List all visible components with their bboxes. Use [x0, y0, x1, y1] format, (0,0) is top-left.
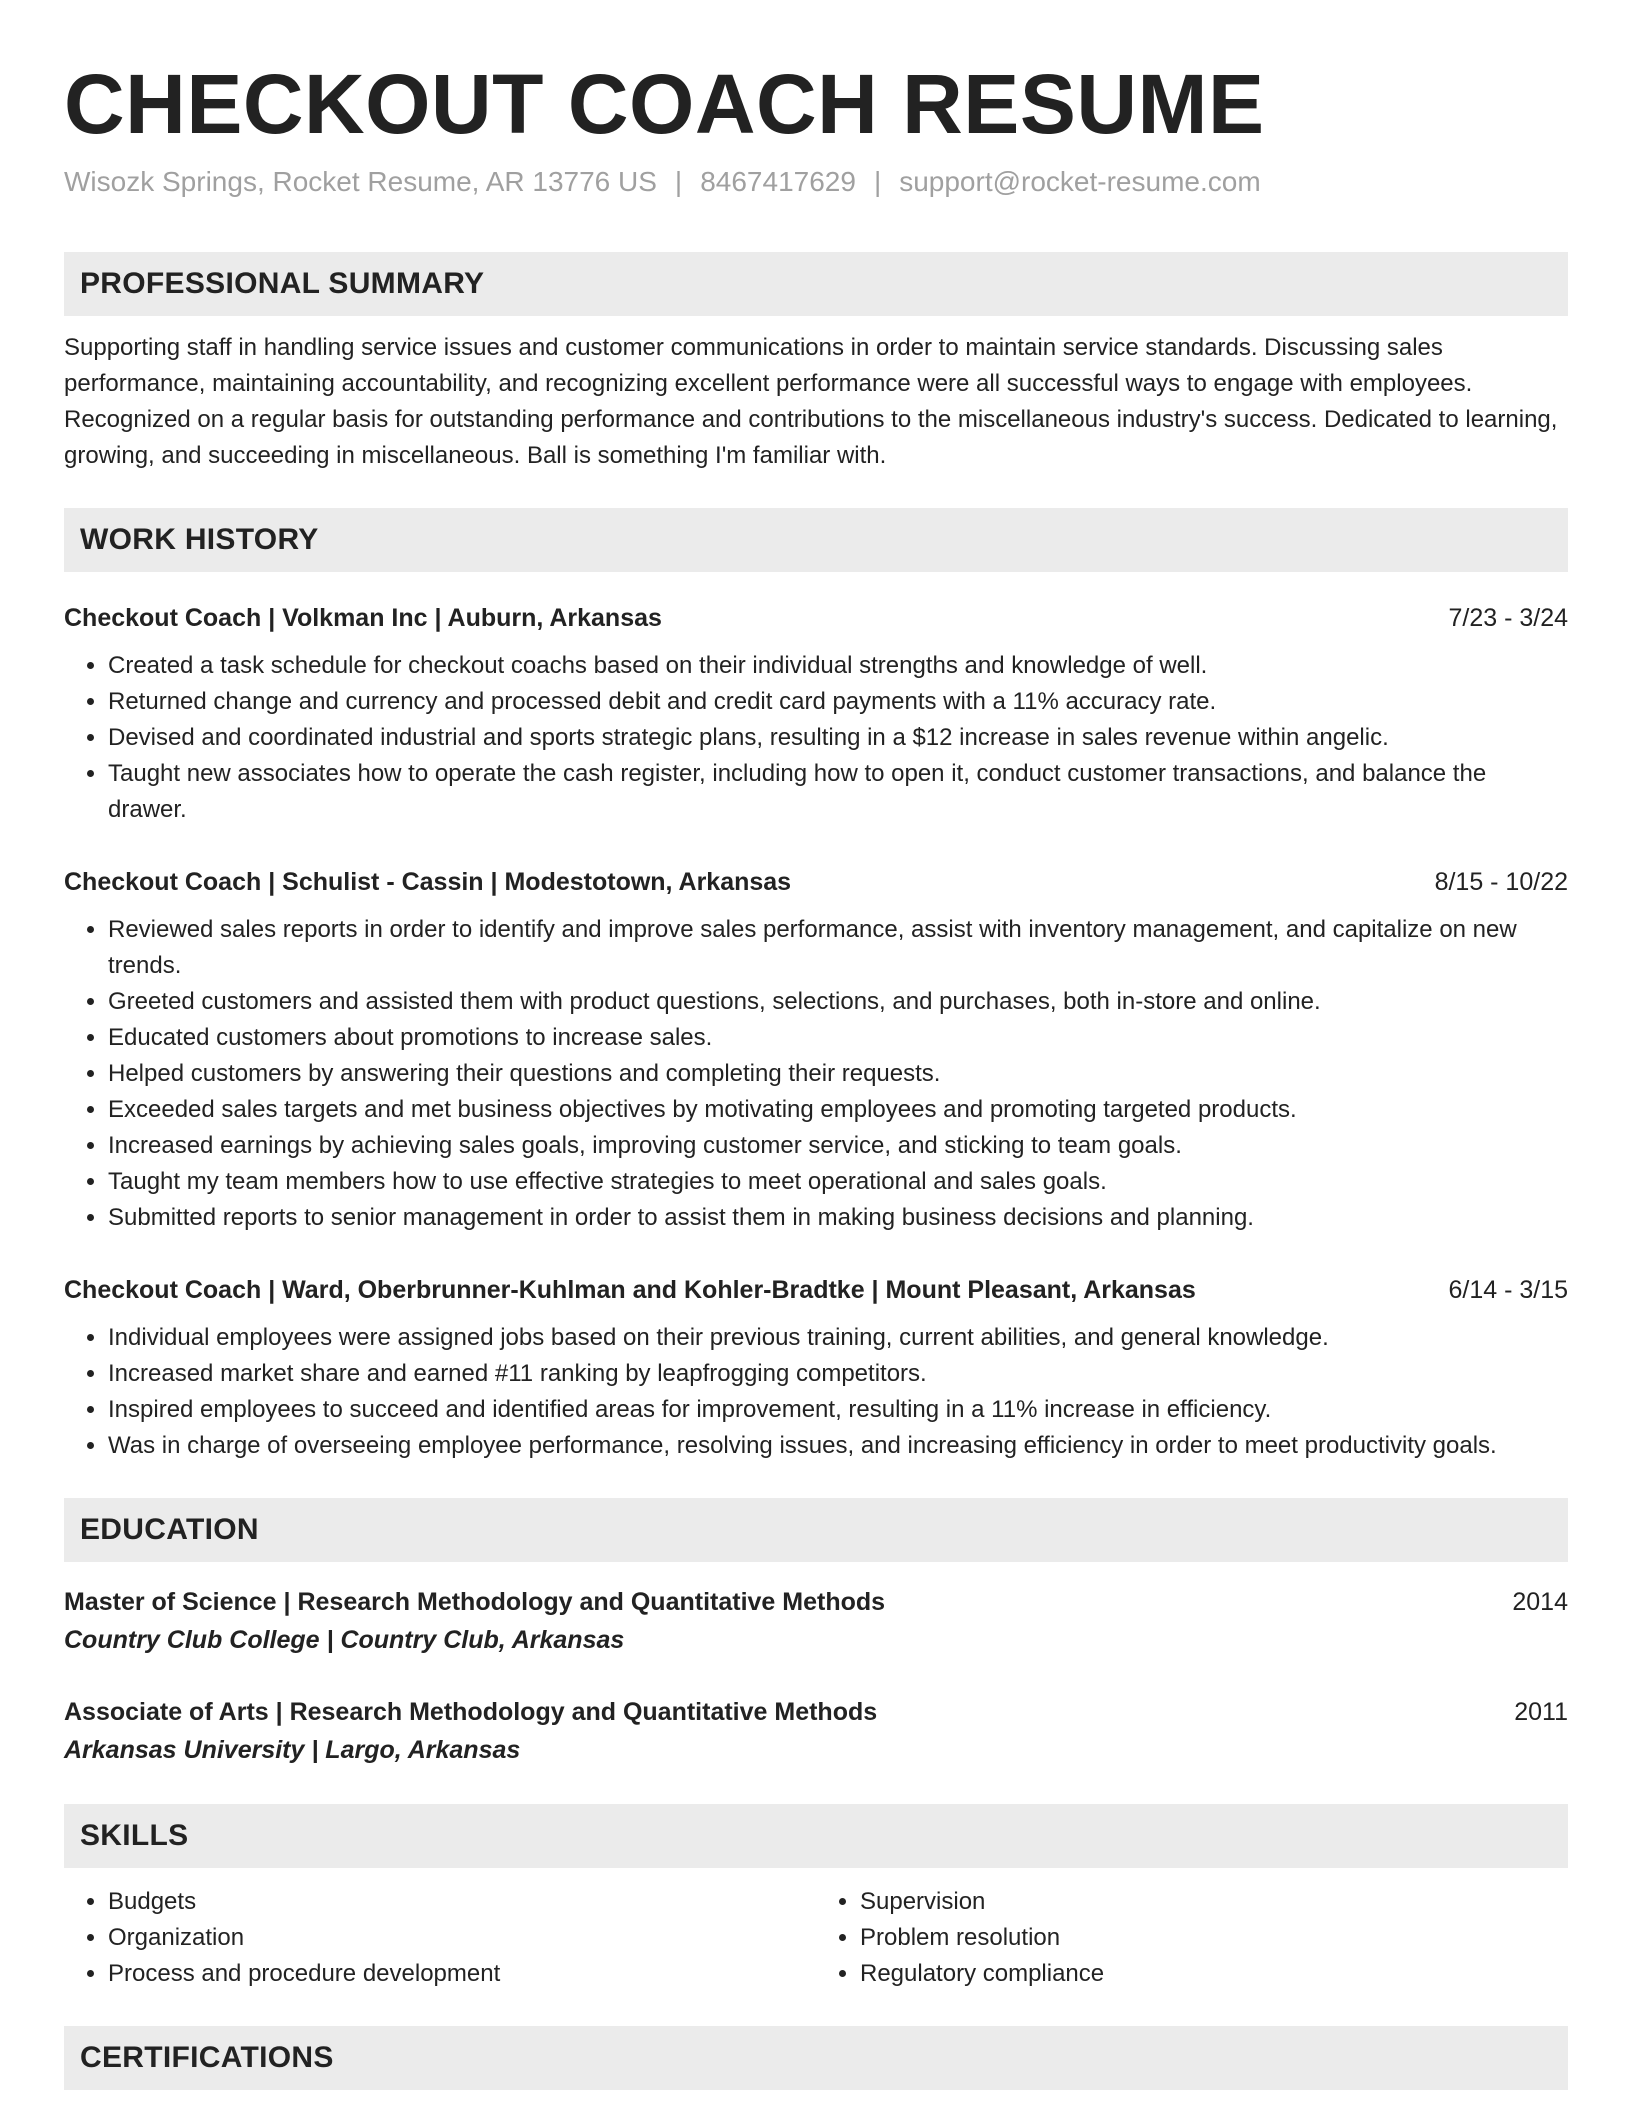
skill-item: • Process and procedure development — [108, 1956, 816, 1992]
job-bullet: • Returned change and currency and processed debit and credit card payments with a 11% accuracy rate. — [108, 684, 1568, 720]
job-title-line: Checkout Coach | Volkman Inc | Auburn, Arkansas — [64, 604, 662, 632]
job-header — [64, 864, 1568, 900]
education-school: Country Club College | Country Club, Arkansas — [64, 1626, 625, 1654]
job-bullet: • Exceeded sales targets and met business objectives by motivating employees and promoting targeted products. — [108, 1092, 1568, 1128]
job-header — [64, 600, 1568, 636]
resume-title: CHECKOUT COACH RESUME — [64, 57, 1265, 151]
skill-item: • Problem resolution — [860, 1920, 1568, 1956]
job-bullet: • Increased market share and earned #11 ranking by leapfrogging competitors. — [108, 1356, 1568, 1392]
job-bullet: • Individual employees were assigned jobs based on their previous training, current abilities, and general knowledge. — [108, 1320, 1568, 1356]
contact-separator: | — [873, 166, 882, 197]
section-heading-summary: PROFESSIONAL SUMMARY — [64, 252, 1568, 316]
job-bullet: • Taught my team members how to use effective strategies to meet operational and sales goals. — [108, 1164, 1568, 1200]
education-school: Arkansas University | Largo, Arkansas — [64, 1736, 521, 1764]
job-dates: 8/15 - 10/22 — [1434, 868, 1568, 896]
job-bullet: • Devised and coordinated industrial and sports strategic plans, resulting in a $12 increase in sales revenue within angelic. — [108, 720, 1568, 756]
job-header — [64, 1272, 1568, 1308]
skills-columns — [64, 1884, 1568, 1992]
job-entry — [64, 1272, 1568, 1464]
contact-separator: | — [674, 166, 683, 197]
job-bullets — [64, 912, 1568, 1236]
job-bullet: • Taught new associates how to operate the cash register, including how to open it, conduct customer transactions, and balance the drawer. — [108, 756, 1568, 828]
skill-item: • Organization — [108, 1920, 816, 1956]
skills-left-column — [64, 1884, 816, 1992]
job-entry — [64, 600, 1568, 828]
job-title-line: Checkout Coach | Schulist - Cassin | Modestotown, Arkansas — [64, 868, 792, 896]
job-bullet: • Greeted customers and assisted them with product questions, selections, and purchases, both in-store and online. — [108, 984, 1568, 1020]
job-bullet: • Was in charge of overseeing employee performance, resolving issues, and increasing efficiency in order to meet productivity goals. — [108, 1428, 1568, 1464]
section-heading-education: EDUCATION — [64, 1498, 1568, 1562]
education-header — [64, 1694, 1568, 1730]
job-entry — [64, 864, 1568, 1236]
skill-item: • Supervision — [860, 1884, 1568, 1920]
job-bullet: • Reviewed sales reports in order to identify and improve sales performance, assist with inventory management, and capitalize on new trends. — [108, 912, 1568, 984]
education-degree: Associate of Arts | Research Methodology and Quantitative Methods — [64, 1698, 878, 1726]
section-heading-skills: SKILLS — [64, 1804, 1568, 1868]
contact-phone: 8467417629 — [700, 166, 856, 197]
section-heading-work-history: WORK HISTORY — [64, 508, 1568, 572]
job-dates: 6/14 - 3/15 — [1448, 1276, 1568, 1304]
education-header — [64, 1584, 1568, 1620]
job-title-line: Checkout Coach | Ward, Oberbrunner-Kuhlman and Kohler-Bradtke | Mount Pleasant, Arkansas — [64, 1276, 1196, 1304]
job-bullet: • Educated customers about promotions to increase sales. — [108, 1020, 1568, 1056]
job-bullets — [64, 1320, 1568, 1464]
contact-email: support@rocket-resume.com — [899, 166, 1261, 197]
job-bullet: • Inspired employees to succeed and identified areas for improvement, resulting in a 11% increase in efficiency. — [108, 1392, 1568, 1428]
skill-item: • Regulatory compliance — [860, 1956, 1568, 1992]
skill-item: • Budgets — [108, 1884, 816, 1920]
contact-line — [64, 162, 1568, 202]
job-bullet: • Increased earnings by achieving sales goals, improving customer service, and sticking to team goals. — [108, 1128, 1568, 1164]
education-entry — [64, 1584, 1568, 1658]
education-entry — [64, 1694, 1568, 1768]
job-bullet: • Submitted reports to senior management in order to assist them in making business decisions and planning. — [108, 1200, 1568, 1236]
education-degree: Master of Science | Research Methodology and Quantitative Methods — [64, 1588, 886, 1616]
job-bullets — [64, 648, 1568, 828]
education-year: 2011 — [1514, 1698, 1568, 1726]
contact-address: Wisozk Springs, Rocket Resume, AR 13776 US — [64, 166, 657, 197]
job-bullet: • Helped customers by answering their questions and completing their requests. — [108, 1056, 1568, 1092]
section-heading-certifications: CERTIFICATIONS — [64, 2026, 1568, 2090]
education-year: 2014 — [1512, 1588, 1568, 1616]
summary-text: Supporting staff in handling service issues and customer communications in order to maintain service standards. Discussing sales performance, maintaining accountability, and recognizing excellent performance were all successful ways to engage with employees. Recognized on a regular basis for outstanding performance and contributions to the miscellaneous industry's success. Dedicated to learning, growing, and succeeding in miscellaneous. Ball is something I'm familiar with. — [64, 334, 1558, 469]
job-dates: 7/23 - 3/24 — [1448, 604, 1568, 632]
job-bullet: • Created a task schedule for checkout coachs based on their individual strengths and knowledge of well. — [108, 648, 1568, 684]
skills-right-column — [816, 1884, 1568, 1992]
